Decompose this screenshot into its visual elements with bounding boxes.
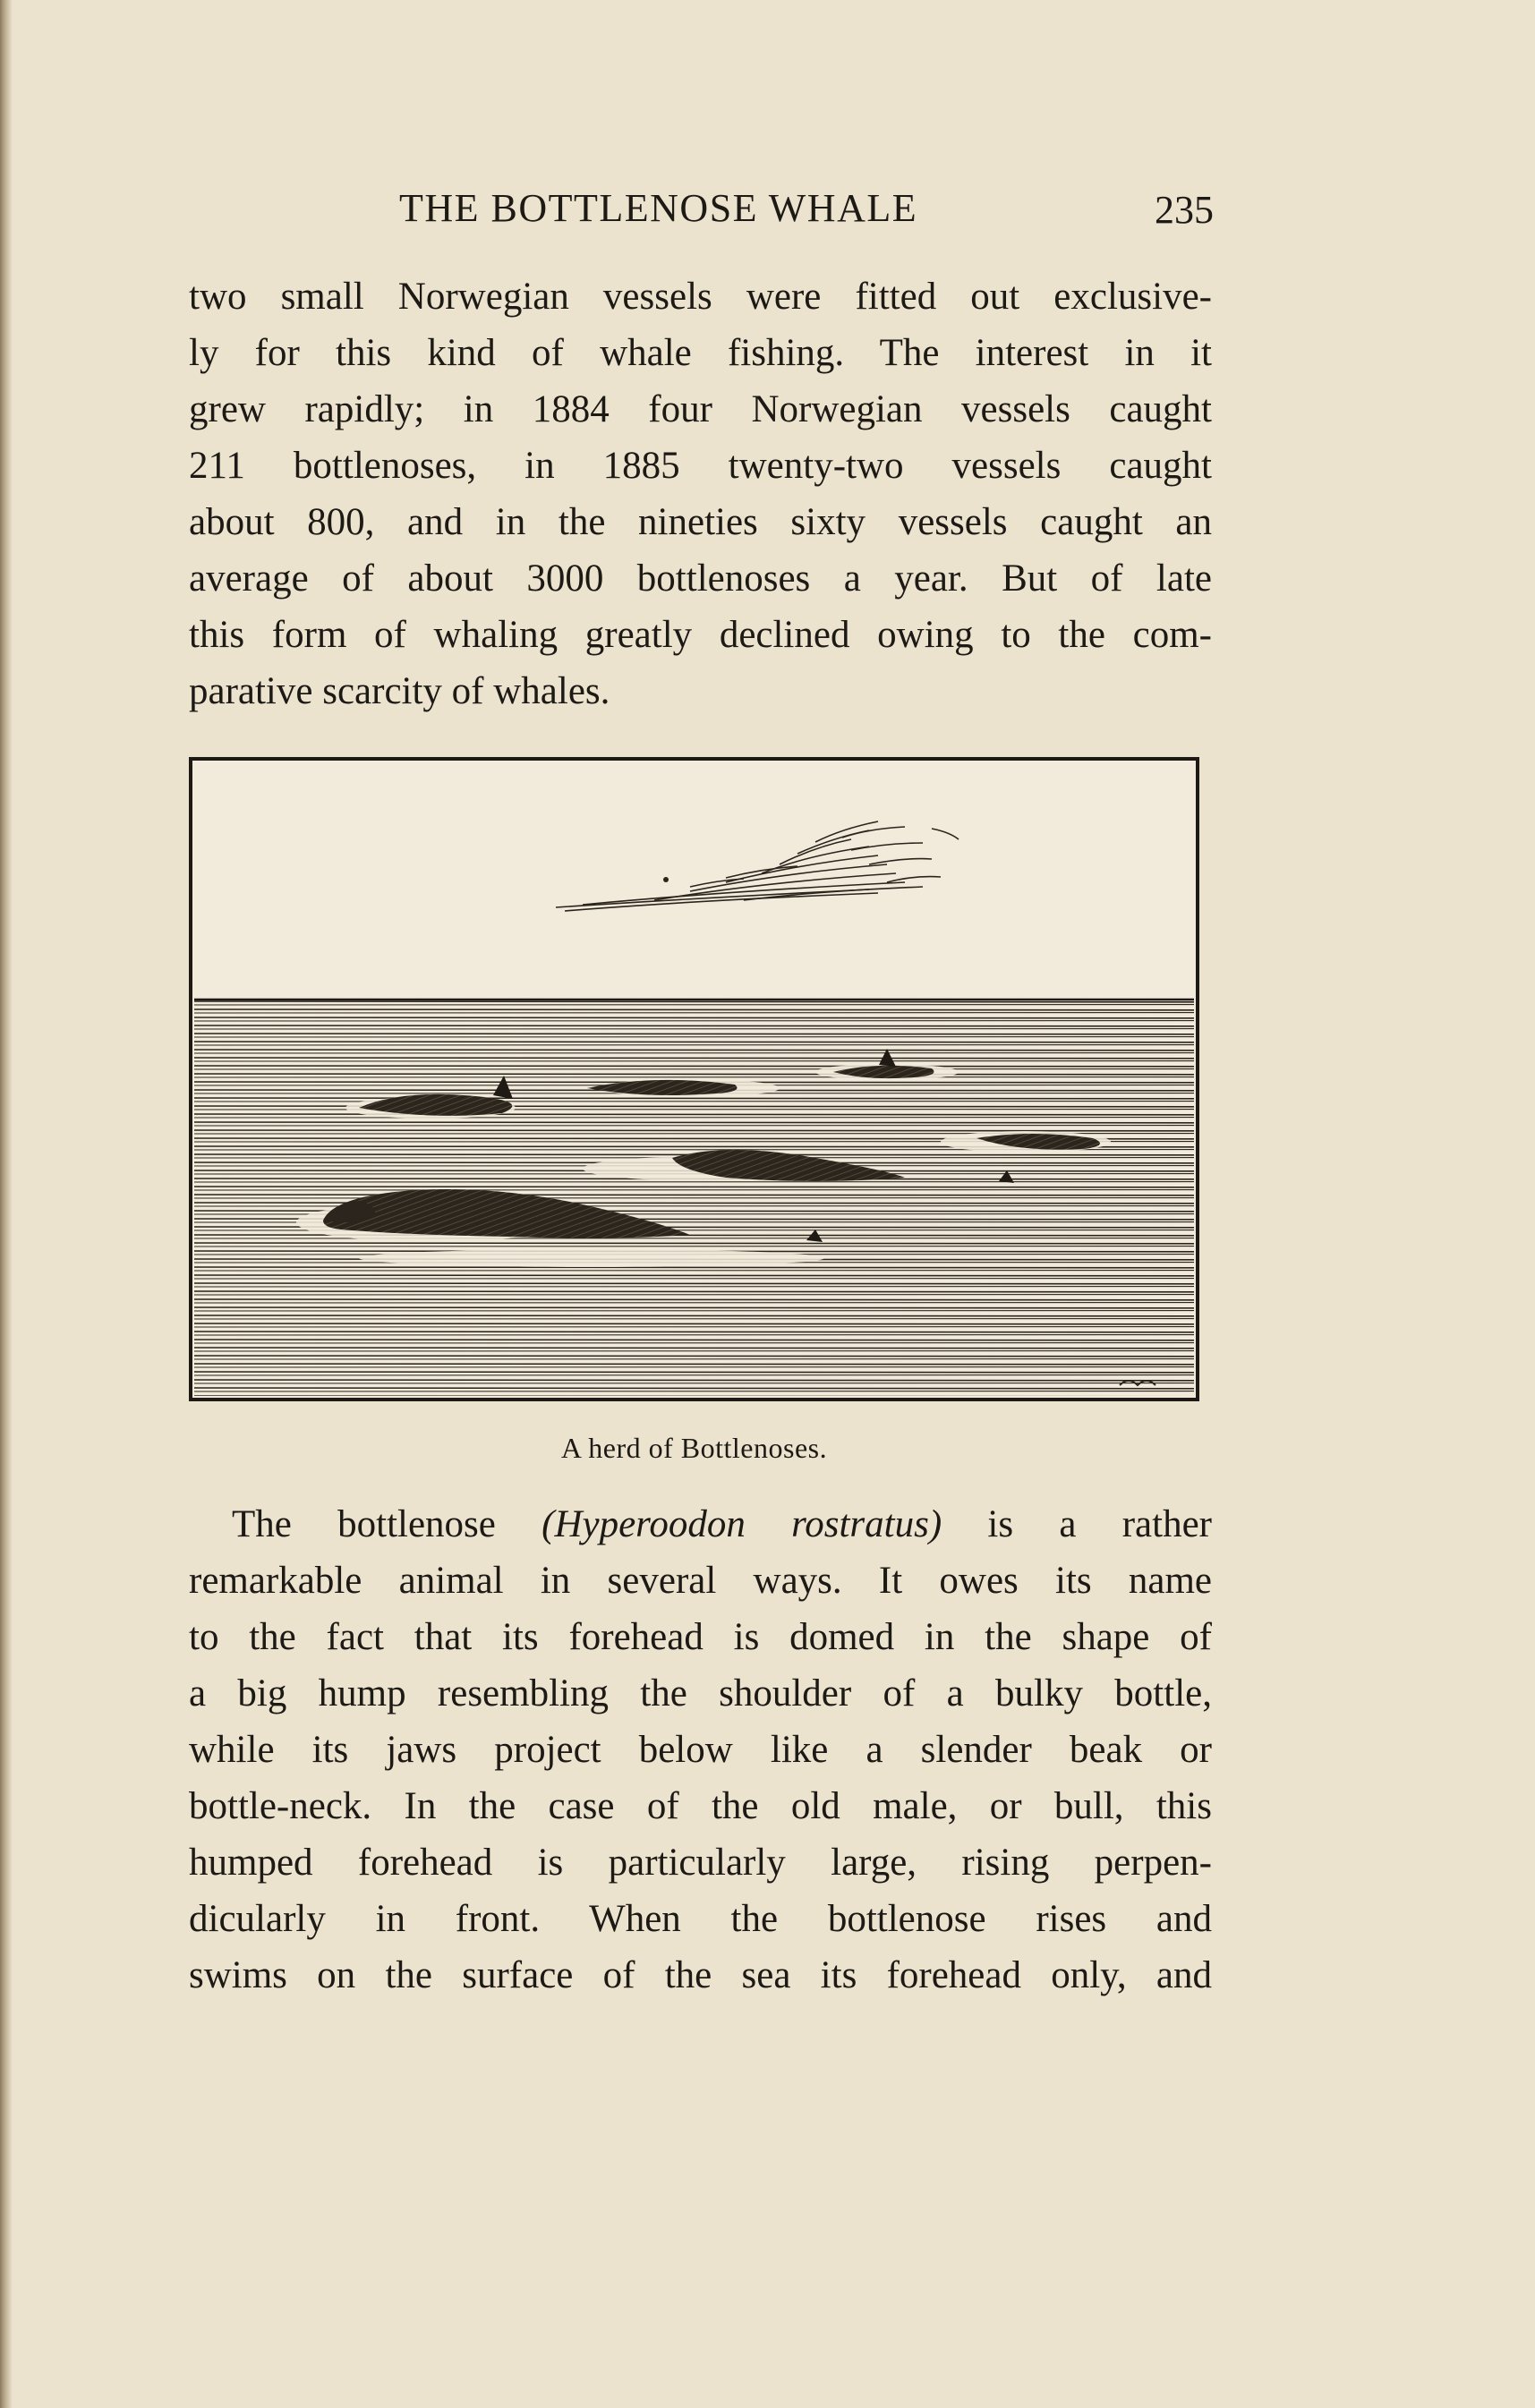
text-line: average of about 3000 bottlenoses a year. But of late — [189, 557, 1212, 600]
text-line: to the fact that its forehead is domed in the shape of — [189, 1616, 1212, 1658]
text-line: ly for this kind of whale fishing. The interest in it — [189, 332, 1212, 374]
page-number: 235 — [1155, 188, 1214, 232]
text-line: about 800, and in the nineties sixty vessels caught an — [189, 501, 1212, 543]
running-head — [189, 182, 1214, 235]
whale-engraving-figure — [189, 757, 1199, 1401]
running-title: THE BOTTLENOSE WHALE — [399, 186, 918, 230]
paragraph-bottom — [189, 1496, 1212, 2004]
text-run: is a rather — [942, 1503, 1212, 1545]
text-line: this form of whaling greatly declined owing to the com- — [189, 614, 1212, 656]
text-line: dicularly in front. When the bottlenose rises and — [189, 1898, 1212, 1940]
page-binding-edge — [0, 0, 13, 2408]
text-line: parative scarcity of whales. — [189, 670, 610, 712]
text-line: a big hump resembling the shoulder of a bulky bottle, — [189, 1672, 1212, 1715]
text-line: bottle-neck. In the case of the old male, or bull, this — [189, 1785, 1212, 1827]
paragraph-top — [189, 268, 1212, 719]
figure-caption: A herd of Bottlenoses. — [560, 1432, 828, 1464]
text-run: The bottlenose — [232, 1503, 542, 1545]
species-name: (Hyperoodon rostratus) — [542, 1503, 942, 1545]
text-line — [189, 1496, 1212, 1553]
text-line: humped forehead is particularly large, rising perpen- — [189, 1842, 1212, 1884]
text-line: grew rapidly; in 1884 four Norwegian vessels caught — [189, 388, 1212, 430]
text-line: while its jaws project below like a slender beak or — [189, 1729, 1212, 1771]
text-line: remarkable animal in several ways. It owes its name — [189, 1560, 1212, 1602]
bottlenose-herd-illustration — [189, 757, 1199, 1401]
text-line: two small Norwegian vessels were fitted out exclusive- — [189, 276, 1212, 318]
text-line: 211 bottlenoses, in 1885 twenty-two vessels caught — [189, 445, 1212, 487]
text-line: swims on the surface of the sea its forehead only, and — [189, 1954, 1212, 1996]
